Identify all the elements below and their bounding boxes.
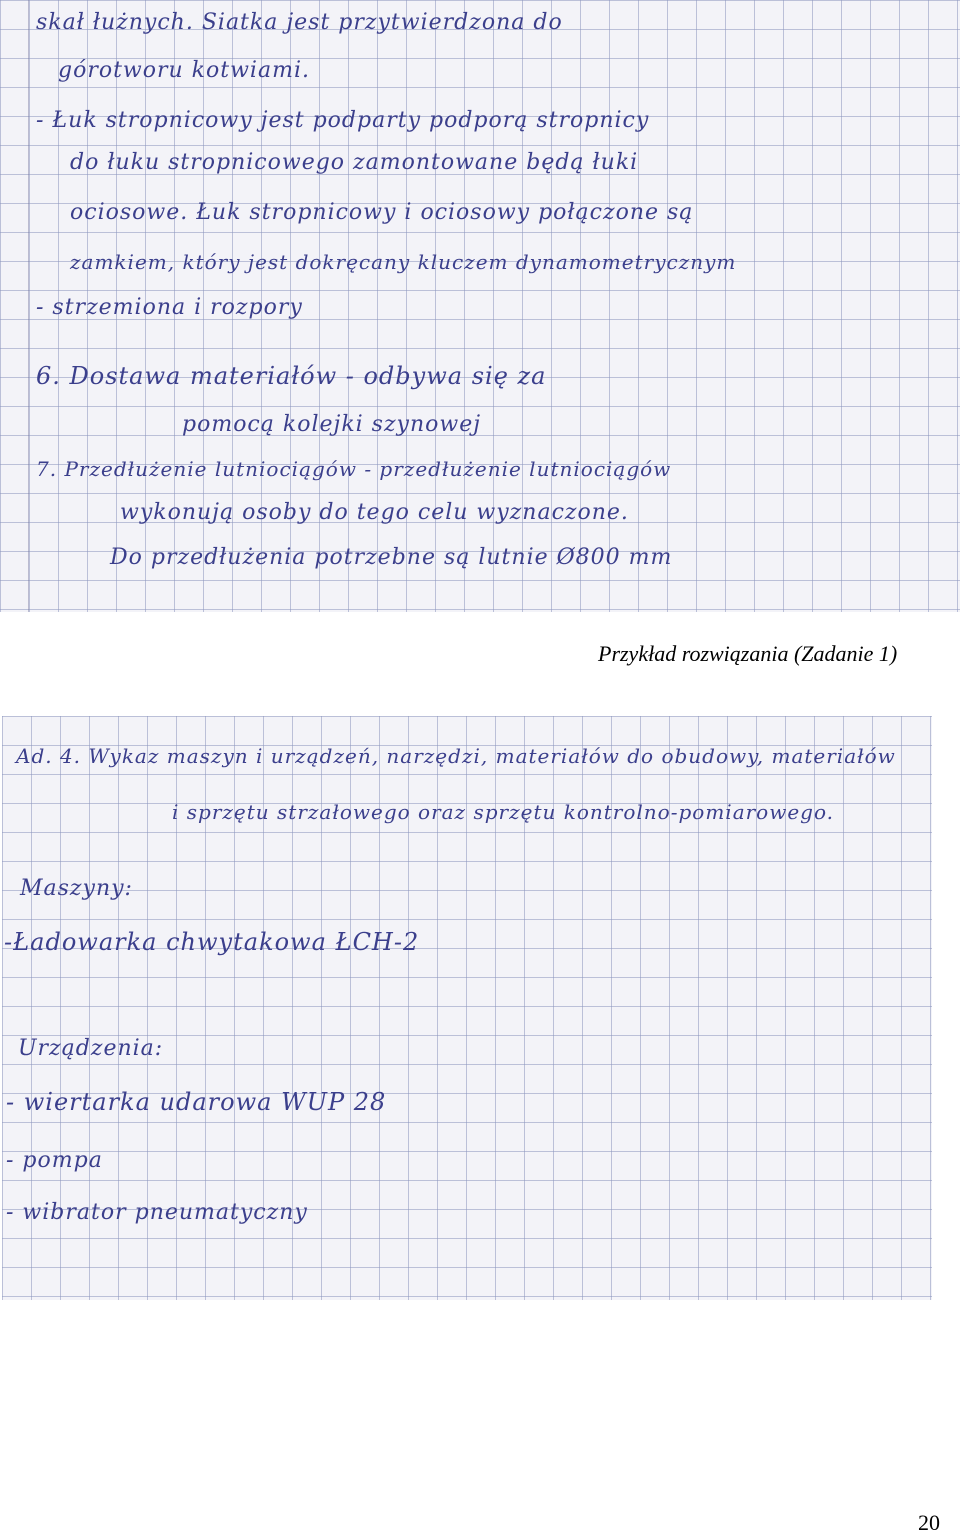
handwritten-notes-scan-1 xyxy=(0,0,960,612)
handwritten-line: Urządzenia: xyxy=(18,1036,164,1061)
handwritten-line: 7. Przedłużenie lutniociągów - przedłużenie lutniociągów xyxy=(36,457,672,481)
figure-caption: Przykład rozwiązania (Zadanie 1) xyxy=(598,641,898,666)
handwritten-line: do łuku stropnicowego zamontowane będą łuki xyxy=(70,150,639,175)
handwritten-line: i sprzętu strzałowego oraz sprzętu kontrolno-pomiarowego. xyxy=(172,800,835,824)
handwritten-line: Do przedłużenia potrzebne są lutnie Ø800 mm xyxy=(110,545,673,570)
handwritten-line: pomocą kolejki szynowej xyxy=(182,412,482,437)
page-number: 20 xyxy=(918,1510,940,1535)
handwritten-line: - wibrator pneumatyczny xyxy=(6,1200,308,1225)
handwritten-line: -Ładowarka chwytakowa ŁCH-2 xyxy=(4,928,420,956)
handwritten-line: Ad. 4. Wykaz maszyn i urządzeń, narzędzi, materiałów do obudowy, materiałów xyxy=(16,744,896,768)
handwritten-line: Maszyny: xyxy=(20,876,133,901)
handwritten-line: - pompa xyxy=(6,1148,103,1173)
handwritten-line: górotworu kotwiami. xyxy=(58,58,310,83)
margin-line xyxy=(28,0,29,612)
handwritten-line: ociosowe. Łuk stropnicowy i ociosowy połączone są xyxy=(70,200,694,225)
handwritten-line: zamkiem, który jest dokręcany kluczem dynamometrycznym xyxy=(70,250,737,274)
handwritten-line: skał łużnych. Siatka jest przytwierdzona do xyxy=(36,10,563,35)
handwritten-line: - Łuk stropnicowy jest podparty podporą stropnicy xyxy=(36,108,650,133)
handwritten-notes-scan-2 xyxy=(2,716,932,1300)
handwritten-line: - strzemiona i rozpory xyxy=(36,295,303,320)
handwritten-line: 6. Dostawa materiałów - odbywa się za xyxy=(36,362,547,390)
handwritten-line: - wiertarka udarowa WUP 28 xyxy=(6,1088,387,1116)
handwritten-line: wykonują osoby do tego celu wyznaczone. xyxy=(120,500,629,525)
